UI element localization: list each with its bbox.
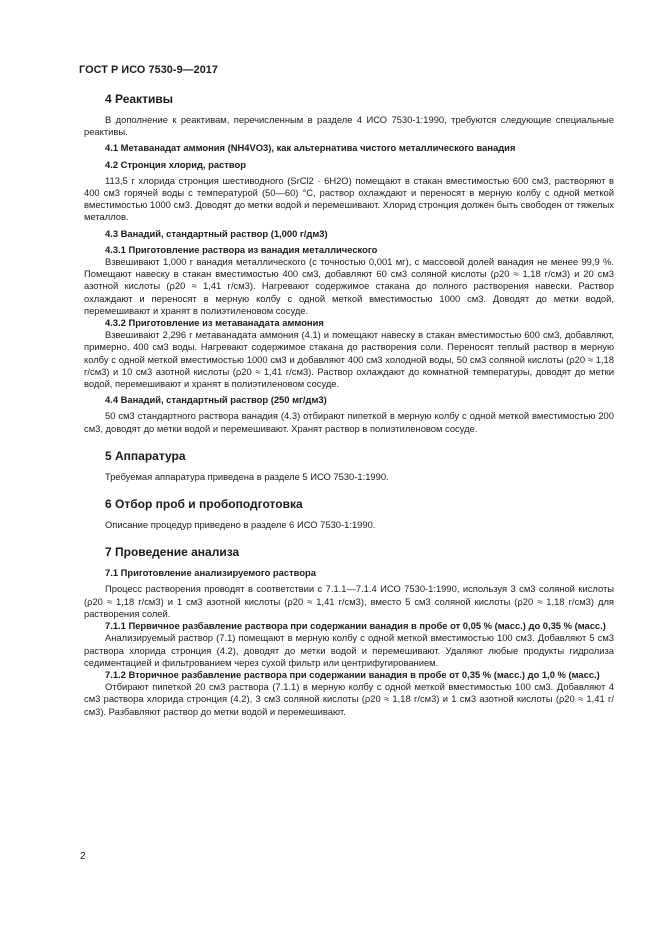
- page-number: 2: [80, 851, 86, 862]
- subsection-4-3-1-text: Взвешивают 1,000 г ванадия металлического (с точностью 0,001 мг), с массовой долей ванадия не менее 99,9 %. Помещают навеску в стакан вместимостью 400 см3, добавляют 60 см3 соляной кислоты (ρ20 ≈ 1,18 г/см3) и 20 см3 азотной кислоты (ρ20 ≈ 1,41 г/см3). Нагревают содержимое стакана до полного растворения навески. Раствор охлаждают и переносят в мерную колбу с одной меткой вместимостью 1000 см3. Доводят до метки водой, перемешивают и хранят в полиэтиленовом сосуде.: [84, 256, 614, 316]
- subsection-7-1-1-text: Анализируемый раствор (7.1) помещают в мерную колбу с одной меткой вместимостью 100 см3. Добавляют 5 см3 раствора хлорида стронция (4.2), доводят до метки водой и перемешивают. Удаляют любые продукты гидролиза седиментацией и фильтрованием через сухой фильтр или центрифугированием.: [84, 632, 614, 668]
- subsection-4-4-text: 50 см3 стандартного раствора ванадия (4.3) отбирают пипеткой в мерную колбу с одной меткой вместимостью 200 см3, доводят до метки водой и перемешивают. Хранят раствор в полиэтиленовом сосуде.: [84, 410, 614, 434]
- section-5-title: 5 Аппаратура: [105, 448, 186, 463]
- subsection-4-2-title: 4.2 Стронция хлорид, раствор: [105, 158, 246, 170]
- subsection-4-4-title: 4.4 Ванадий, стандартный раствор (250 мг/дм3): [105, 394, 327, 406]
- subsection-7-1-1-title: 7.1.1 Первичное разбавление раствора при содержании ванадия в пробе от 0,05 % (масс.) до 0,35 % (масс.): [105, 620, 606, 632]
- section-4-intro: В дополнение к реактивам, перечисленным в разделе 4 ИСО 7530-1:1990, требуются следующие специальные реактивы.: [84, 114, 614, 138]
- subsection-4-3-title: 4.3 Ванадий, стандартный раствор (1,000 г/дм3): [105, 227, 328, 239]
- subsection-7-1-2-title: 7.1.2 Вторичное разбавление раствора при содержании ванадия в пробе от 0,35 % (масс.) до 1,0 % (масс.): [105, 668, 600, 680]
- subsection-4-3-2-text: Взвешивают 2,296 г метаванадата аммония (4.1) и помещают навеску в стакан вместимостью 600 см3, добавляют, примерно, 400 см3 воды. Нагревают содержимое стакана до растворения соли. Переносят теплый раствор в мерную колбу с одной меткой вместимостью 1000 см3 и добавляют 400 см3 холодной воды, 50 см3 соляной кислоты (ρ20 ≈ 1,18 г/см3) и 10 см3 азотной кислоты (ρ20 ≈ 1,41 г/см3). Раствор охлаждают до комнатной температуры, доводят до метки водой, перемешивают и хранят в полиэтиленовом сосуде.: [84, 329, 614, 390]
- running-header: ГОСТ Р ИСО 7530-9—2017: [79, 64, 219, 76]
- page-content: [84, 92, 614, 718]
- subsection-7-1-title: 7.1 Приготовление анализируемого раствора: [105, 567, 316, 579]
- section-7-title: 7 Проведение анализа: [105, 545, 240, 560]
- subsection-7-1-text: Процесс растворения проводят в соответствии с 7.1.1—7.1.4 ИСО 7530-1:1990, используя 3 см3 соляной кислоты (ρ20 ≈ 1,18 г/см3) и 1 см3 азотной кислоты (ρ20 ≈ 1,41 г/см3), вместо 5 см3 соляной кислоты (ρ20 ≈ 1,18 г/см3) для растворения солей.: [84, 583, 614, 619]
- subsection-4-3-1-title: 4.3.1 Приготовление раствора из ванадия металлического: [105, 243, 378, 255]
- subsection-4-3-2-title: 4.3.2 Приготовление из метаванадата аммония: [105, 317, 324, 329]
- subsection-7-1-2-text: Отбирают пипеткой 20 см3 раствора (7.1.1) в мерную колбу с одной меткой вместимостью 100 см3. Добавляют 4 см3 раствора хлорида стронция (4.2), 3 см3 соляной кислоты (ρ20 ≈ 1,18 г/см3) и 1 см3 азотной кислоты (ρ20 ≈ 1,41 г/см3). Разбавляют раствор до метки водой и перемешивают.: [84, 681, 614, 717]
- subsection-4-2-text: 113,5 г хлорида стронция шестиводного (SrCl2 · 6H2O) помещают в стакан вместимостью 600 см3, растворяют в 400 см3 горячей воды с температурой (50—60) °С, раствор охлаждают и переносят в мерную колбу с одной меткой вместимостью 1000 см3. Доводят до метки водой и перемешивают. Хлорид стронция должен быть свободен от тяжелых металлов.: [84, 174, 614, 223]
- section-5-text: Требуемая аппаратура приведена в разделе 5 ИСО 7530-1:1990.: [105, 470, 389, 482]
- section-4-title: 4 Реактивы: [105, 92, 173, 106]
- section-6-text: Описание процедур приведено в разделе 6 ИСО 7530-1:1990.: [105, 519, 376, 531]
- section-6-title: 6 Отбор проб и пробоподготовка: [105, 497, 303, 512]
- subsection-4-1-title: 4.1 Метаванадат аммония (NH4VO3), как альтернатива чистого металлического ванадия: [105, 142, 516, 154]
